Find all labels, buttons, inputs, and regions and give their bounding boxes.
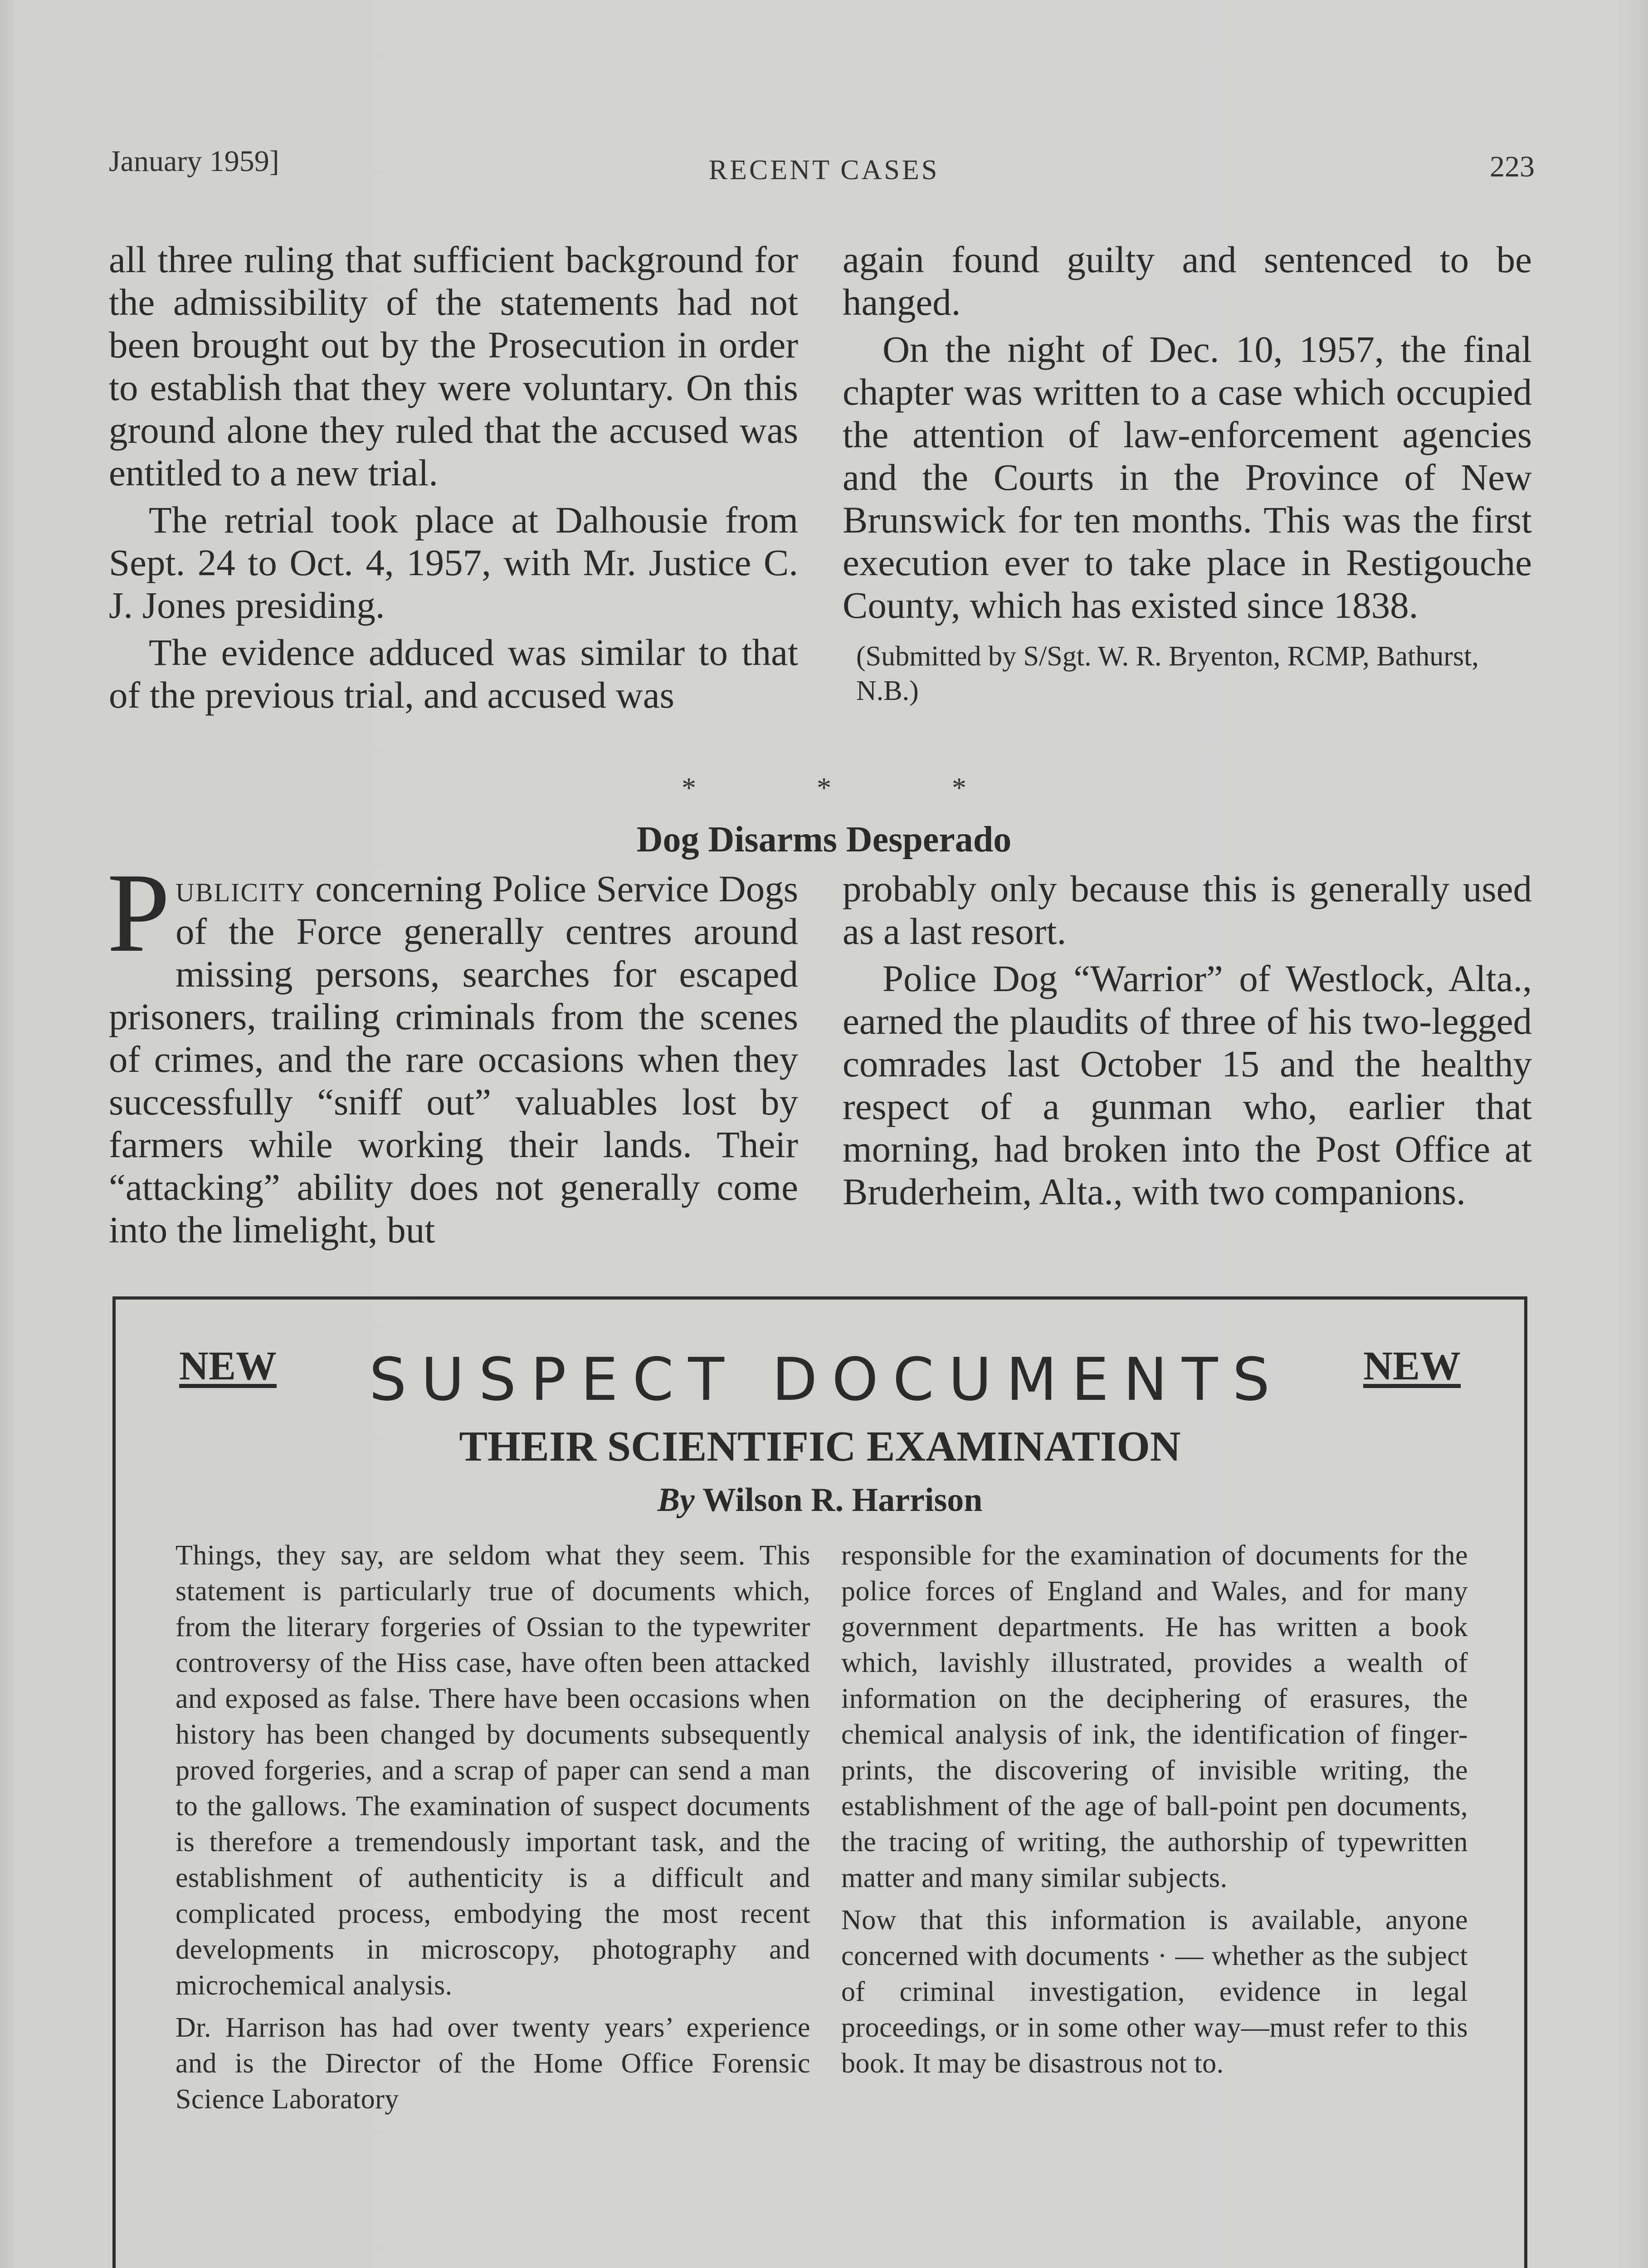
paragraph: The evidence adduced was similar to that of the previous trial, and accused was (109, 631, 798, 716)
article-title: Dog Disarms Desperado (636, 820, 1012, 860)
paragraph-text: concerning Police Service Dogs of the Force generally centres around missing persons, searches for escaped prisoners, trailing criminals from the scenes of crimes, and the rare occasions when they successfully “sniff out” valuables lost by farmers while working their lands. Their “attacking” ability does not generally come into the limelight, but (109, 868, 798, 1251)
ad-author-line (116, 1481, 1524, 1520)
ad-paragraph: Things, they say, are seldom what they seem. This statement is particularly true of documents which, from the literary forgeries of Ossian to the typewriter controversy of the Hiss case, have often been attacked and exposed as false. There have been occasions when history has been changed by documents subsequently proved forgeries, and a scrap of paper can send a man to the gallows. The examination of suspect documents is therefore a tremendously important task, and the establishment of authenticity is a difficult and complicated process, embodying the most recent developments in microscopy, photography and microchemical analysis. (176, 1540, 810, 2001)
separator-star: * (682, 772, 696, 804)
separator-star: * (952, 772, 966, 804)
running-head-title: RECENT CASES (708, 155, 940, 186)
new-label-right: NEW (1363, 1344, 1461, 1388)
submitted-note: (Submitted by S/Sgt. W. R. Bryenton, RCMP, Bathurst, N.B.) (856, 641, 1479, 706)
by-label: By (657, 1481, 695, 1519)
ad-left-column (176, 1538, 810, 2117)
top-right-column (843, 238, 1532, 708)
ad-paragraph: Now that this information is available, anyone concerned with documents · — whether as the subject of criminal investigation, evidence in legal proceedings, or in some other way—must refer to this book. It may be disastrous not to. (841, 1905, 1468, 2079)
book-advertisement (112, 1296, 1527, 2268)
paragraph: probably only because this is generally used as a last resort. (843, 868, 1532, 952)
paragraph: Police Dog “Warrior” of Westlock, Alta., earned the plaudits of three of his two-legged comrades last October 15 and the healthy respect of a gunman who, earlier that morning, had broken into the Post Office at Bruderheim, Alta., with two companions. (843, 958, 1532, 1212)
article-left-column (107, 850, 798, 1251)
article-right-column (843, 867, 1532, 1213)
top-left-column (109, 238, 798, 716)
page-number: 223 (1490, 150, 1535, 183)
ad-paragraph: responsible for the examination of documents for the police forces of England and Wales, and for many government departments. He has written a book which, lavishly illustrated, provides a wealth of information on the deciphering of erasures, the chemical analysis of ink, the identification of finger-prints, the discovering of invisible writing, the establishment of the age of ball-point pen documents, the tracing of writing, the authorship of typewritten matter and many similar subjects. (841, 1540, 1468, 1893)
small-caps-lead: ublicity (176, 868, 306, 909)
ad-title: SUSPECT DOCUMENTS (369, 1345, 1285, 1414)
ad-author: Wilson R. Harrison (702, 1481, 983, 1519)
ad-subtitle: THEIR SCIENTIFIC EXAMINATION (459, 1423, 1181, 1470)
paragraph: On the night of Dec. 10, 1957, the final chapter was written to a case which occupied the attention of law-enforcement agencies and the Courts in the Province of New Brunswick for ten months. This was the first execution ever to take place in Restigouche County, which has existed since 1838. (843, 328, 1532, 626)
paragraph: again found guilty and sentenced to be hanged. (843, 239, 1532, 323)
section-separator (0, 771, 1648, 805)
drop-cap: P (107, 850, 171, 976)
running-head-date: January 1959] (109, 145, 279, 178)
ad-paragraph: Dr. Harrison has had over twenty years’ experience and is the Director of the Home Office Forensic Science Laboratory (176, 2012, 810, 2115)
paragraph: The retrial took place at Dalhousie from Sept. 24 to Oct. 4, 1957, with Mr. Justice C. J. Jones presiding. (109, 499, 798, 626)
paragraph: all three ruling that sufficient background for the admissibility of the statements had not been brought out by the Prosecution in order to establish that they were voluntary. On this ground alone they ruled that the accused was entitled to a new trial. (109, 239, 798, 494)
separator-star: * (817, 772, 831, 804)
article-paragraph (107, 850, 798, 1251)
new-label-left: NEW (179, 1344, 277, 1388)
ad-right-column (841, 1538, 1468, 2082)
